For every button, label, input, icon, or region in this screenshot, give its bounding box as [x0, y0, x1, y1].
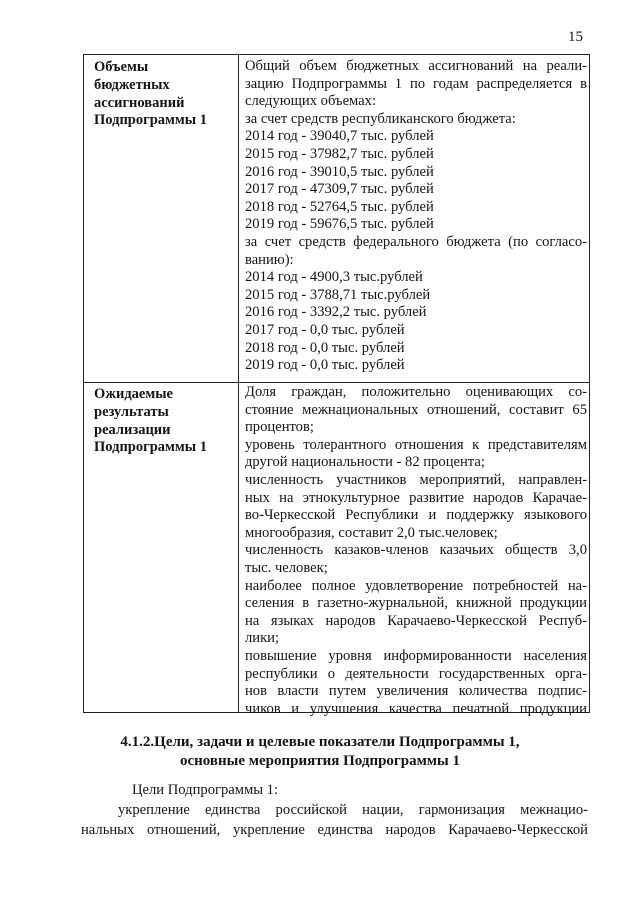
content-line: тыс. человек; [245, 559, 328, 576]
content-line: численность участников мероприятий, направлен- [245, 471, 587, 488]
label-line: бюджетных [94, 76, 170, 93]
passport-table [83, 54, 590, 717]
content-line: Доля граждан, положительно оценивающих со- [245, 384, 587, 400]
content-line: 2019 год - 0,0 тыс. рублей [245, 357, 405, 374]
page-number: 15 [568, 29, 583, 45]
content-line: следующих объемах: [245, 93, 377, 110]
heading-line: 4.1.2.Цели, задачи и целевые показатели Подпрограммы 1, [120, 734, 520, 750]
row-label-results [94, 386, 234, 457]
content-line: 2017 год - 47309,7 тыс. рублей [245, 181, 434, 198]
content-line: Общий объем бюджетных ассигнований на реали- [245, 58, 587, 74]
label-line: Объемы [94, 59, 149, 75]
content-line: на языках народов Карачаево-Черкесской Респуб- [245, 612, 587, 629]
content-line: лики; [245, 630, 280, 647]
content-line: республики о деятельности государственных орга- [245, 665, 587, 682]
content-line: наиболее полное удовлетворение потребностей на- [245, 577, 587, 594]
content-line: 2016 год - 3392,2 тыс. рублей [245, 304, 427, 321]
table-row-divider [84, 382, 589, 383]
label-line: реализации [94, 421, 171, 438]
label-line: Ожидаемые [94, 386, 173, 402]
content-line: 2015 год - 37982,7 тыс. рублей [245, 145, 434, 162]
row-content-results [245, 384, 587, 718]
label-line: Подпрограммы 1 [94, 112, 207, 129]
content-line: 2018 год - 0,0 тыс. рублей [245, 339, 405, 356]
content-line: за счет средств федерального бюджета (по согласо- [245, 233, 587, 250]
table-column-divider [238, 55, 239, 712]
body-paragraph [81, 780, 588, 840]
section-heading [0, 733, 640, 771]
body-line: нальных отношений, укрепление единства народов Карачаево-Черкесской [81, 822, 588, 838]
label-line: результаты [94, 403, 169, 420]
content-line: 2014 год - 4900,3 тыс.рублей [245, 269, 423, 286]
content-line: процентов; [245, 419, 314, 436]
content-line: уровень толерантного отношения к представителям [245, 436, 587, 453]
content-line: численность казаков-членов казачьих обществ 3,0 [245, 542, 587, 559]
content-line: 2015 год - 3788,71 тыс.рублей [245, 286, 431, 303]
heading-line: основные мероприятия Подпрограммы 1 [180, 753, 460, 769]
content-line: во-Черкесской Республики и поддержку языкового [245, 507, 587, 524]
row-content-budget [245, 58, 587, 375]
content-line: 2018 год - 52764,5 тыс. рублей [245, 198, 434, 215]
content-line: ных на этнокультурное развитие народов Карачае- [245, 489, 587, 506]
content-line: стояние межнациональных отношений, составит 65 [245, 401, 587, 418]
body-line: Цели Подпрограммы 1: [132, 782, 279, 798]
content-line: повышение уровня информированности населения [245, 647, 587, 664]
content-line: селения в газетно-журнальной, книжной продукции [245, 595, 587, 612]
content-line: другой национальности - 82 процента; [245, 454, 485, 471]
content-line: 2019 год - 59676,5 тыс. рублей [245, 216, 434, 233]
content-line: чиков и улучшения качества печатной продукции [245, 700, 587, 717]
content-line: зацию Подпрограммы 1 по годам распределяется в [245, 75, 587, 92]
label-line: Подпрограммы 1 [94, 439, 207, 456]
content-line: 2017 год - 0,0 тыс. рублей [245, 321, 405, 338]
content-line: 2016 год - 39010,5 тыс. рублей [245, 163, 434, 180]
content-line: нов власти путем увеличения количества подпис- [245, 683, 587, 700]
label-line: ассигнований [94, 94, 185, 111]
body-line: укрепление единства российской нации, гармонизация межнацио- [118, 802, 588, 818]
content-line: многообразия, составит 2,0 тыс.человек; [245, 524, 498, 541]
content-line: за счет средств республиканского бюджета: [245, 110, 516, 127]
content-line: 2014 год - 39040,7 тыс. рублей [245, 128, 434, 145]
row-label-budget [94, 59, 234, 130]
content-line: ванию): [245, 251, 294, 268]
